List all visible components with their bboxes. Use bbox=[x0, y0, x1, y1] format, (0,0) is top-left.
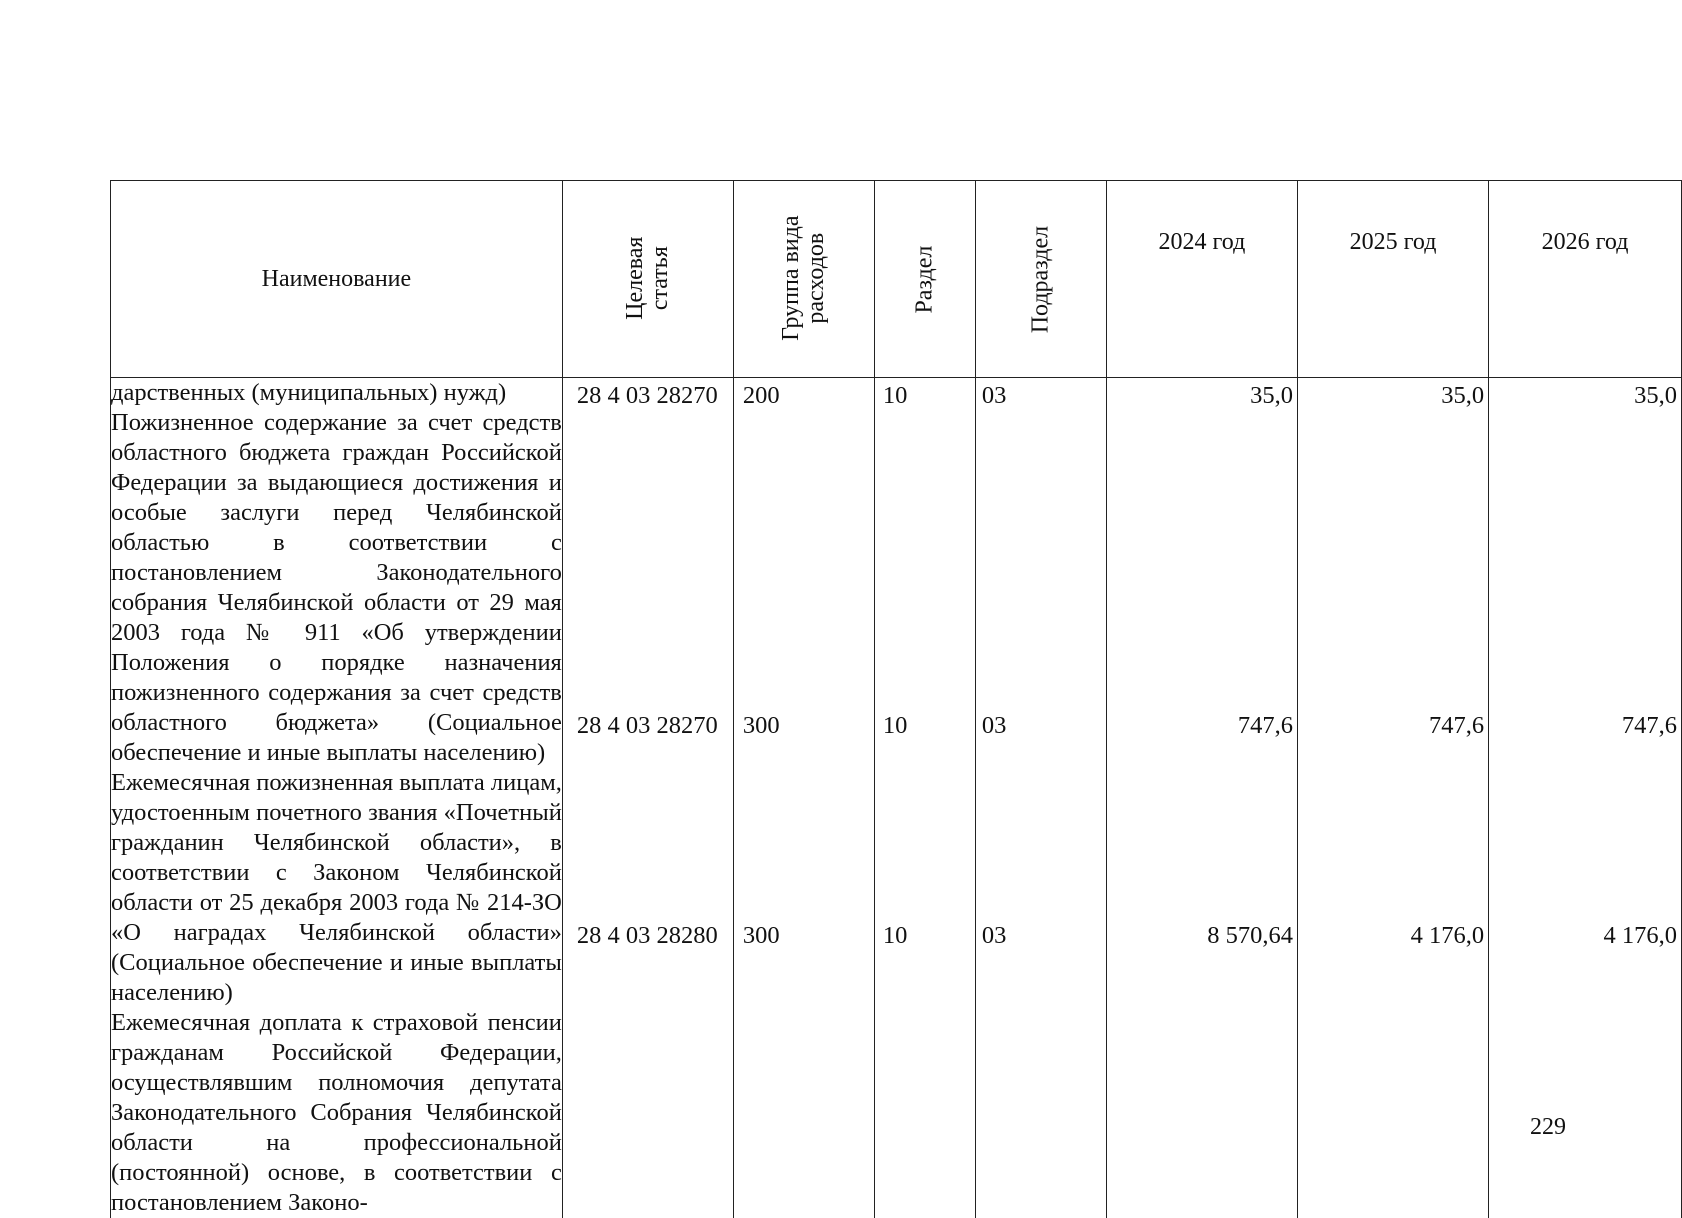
subsection-row-1: 03 bbox=[982, 382, 1007, 410]
group-row-2: 300 bbox=[743, 712, 780, 740]
target-row-1: 28 4 03 28270 bbox=[577, 382, 718, 410]
header-expense-group: Группа вида расходов bbox=[733, 181, 874, 378]
header-2025: 2025 год bbox=[1297, 181, 1488, 378]
target-row-3: 28 4 03 28280 bbox=[577, 922, 718, 950]
header-name: Наименование bbox=[111, 181, 563, 378]
table-header-row bbox=[111, 181, 1682, 378]
expense-group-cell bbox=[733, 378, 874, 1218]
section-row-3: 10 bbox=[883, 922, 908, 950]
table-body-row bbox=[111, 378, 1682, 1218]
section-cell bbox=[874, 378, 975, 1218]
subsection-row-3: 03 bbox=[982, 922, 1007, 950]
page-number: 229 bbox=[1530, 1114, 1566, 1141]
target-row-2: 28 4 03 28270 bbox=[577, 712, 718, 740]
y2025-row-3: 4 176,0 bbox=[1411, 922, 1485, 950]
y2026-row-3: 4 176,0 bbox=[1604, 922, 1678, 950]
subsection-row-2: 03 bbox=[982, 712, 1007, 740]
name-segment-2: Пожизненное содержание за счет средств областного бюджета граждан Российской Федерации за выдающиеся достижения и особые заслуги перед Челябинской областью в соответствии с постановлением Законодательного собрания Челябинской области от 29 мая 2003 года № 911 «Об утверждении Положения о порядке назначения пожизненного содержания за счет средств областного бюджета» (Социальное обеспечение и иные выплаты населению) bbox=[111, 408, 562, 768]
group-row-3: 300 bbox=[743, 922, 780, 950]
y2024-row-3: 8 570,64 bbox=[1207, 922, 1293, 950]
group-row-1: 200 bbox=[743, 382, 780, 410]
y2024-row-1: 35,0 bbox=[1250, 382, 1293, 410]
name-segment-4: Ежемесячная доплата к страховой пенсии гражданам Российской Федерации, осуществлявшим полномочия депутата Законодательного Собрания Челябинской области на профессиональной (постоянной) основе, в соответствии с постановлением Законо- bbox=[111, 1008, 562, 1218]
header-subsection: Подраздел bbox=[975, 181, 1106, 378]
y2025-row-1: 35,0 bbox=[1441, 382, 1484, 410]
header-target-article: Целевая статья bbox=[562, 181, 733, 378]
header-2024: 2024 год bbox=[1106, 181, 1297, 378]
header-section: Раздел bbox=[874, 181, 975, 378]
section-row-1: 10 bbox=[883, 382, 908, 410]
year-2026-cell bbox=[1489, 378, 1682, 1218]
name-segment-1: дарственных (муниципальных) нужд) bbox=[111, 378, 562, 408]
y2026-row-1: 35,0 bbox=[1634, 382, 1677, 410]
name-segment-3: Ежемесячная пожизненная выплата лицам, удостоенным почетного звания «Почетный гражданин Челябинской области», в соответствии с Законом Челябинской области от 25 декабря 2003 года № 214-ЗО «О наградах Челябинской области» (Социальное обеспечение и иные выплаты населению) bbox=[111, 768, 562, 1008]
header-2026: 2026 год bbox=[1489, 181, 1682, 378]
target-article-cell bbox=[562, 378, 733, 1218]
budget-table bbox=[110, 180, 1682, 1218]
year-2025-cell bbox=[1297, 378, 1488, 1218]
y2025-row-2: 747,6 bbox=[1429, 712, 1484, 740]
year-2024-cell bbox=[1106, 378, 1297, 1218]
section-row-2: 10 bbox=[883, 712, 908, 740]
name-cell bbox=[111, 378, 563, 1218]
y2026-row-2: 747,6 bbox=[1622, 712, 1677, 740]
y2024-row-2: 747,6 bbox=[1238, 712, 1293, 740]
subsection-cell bbox=[975, 378, 1106, 1218]
